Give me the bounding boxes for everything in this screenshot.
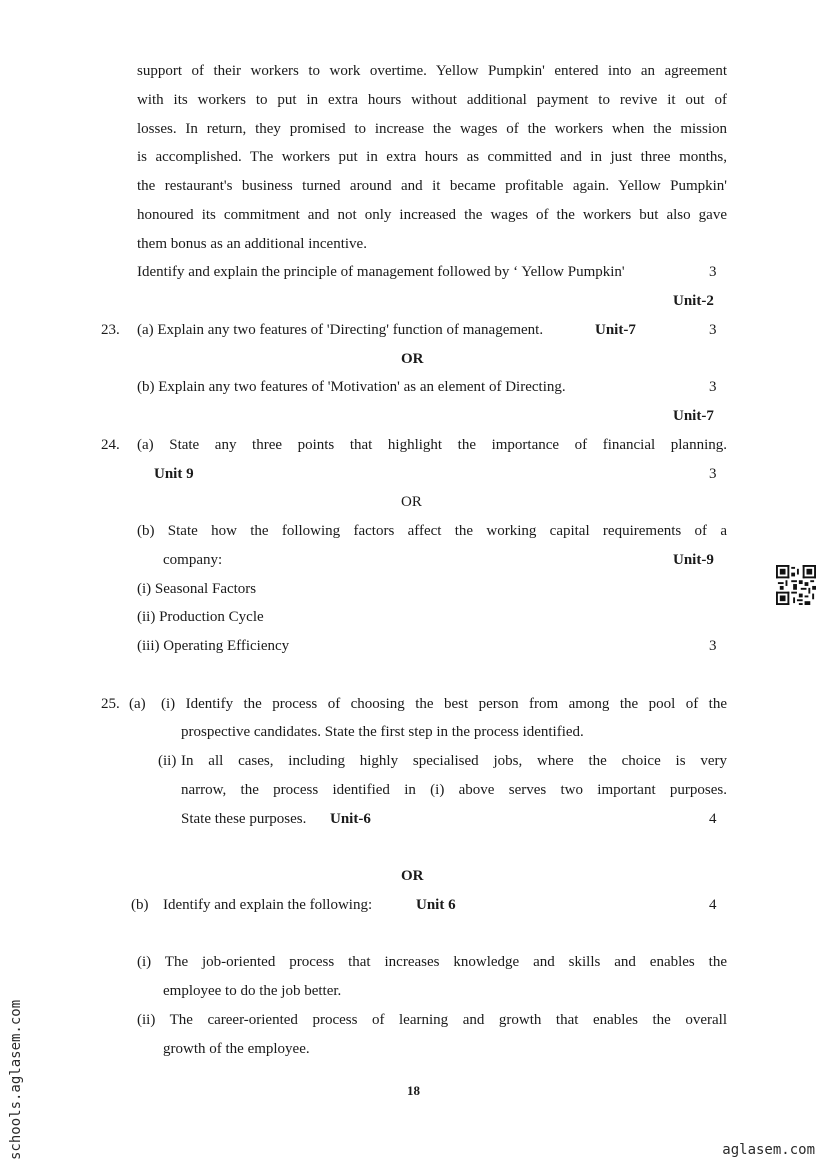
q25-b-unit: Unit 6 [416,897,456,913]
q23-a-marks: 3 [709,322,717,338]
q24-item: (i) Seasonal Factors [137,581,257,597]
page-number: 18 [407,1083,420,1098]
q24-number: 24. [101,437,120,453]
qr-code-icon [776,565,816,605]
q22-line-7: them bonus as an additional incentive. [137,236,367,252]
q23-b-unit: Unit-7 [673,408,714,424]
q24-item: (ii) Production Cycle [137,609,264,625]
q25-or: OR [401,868,424,884]
q24-a-unit: Unit 9 [154,466,194,482]
q24-b-unit: Unit-9 [673,552,714,568]
q24-item: (iii) Operating Efficiency [137,638,290,654]
q24-a-marks: 3 [709,466,717,482]
q22-line-1: support of their workers to work overtime. Yellow Pumpkin' entered into an agreement [137,63,727,79]
q25-b-ii-line-2: growth of the employee. [163,1041,310,1057]
q23-a-text: (a) Explain any two features of 'Directing' function of management. [137,322,544,338]
q23-number: 23. [101,322,120,338]
q24-b-text-2: company: [163,552,223,568]
q22-line-5: the restaurant's business turned around and it became profitable again. Yellow Pumpkin' [137,178,727,194]
q25-a-marks: 4 [709,811,717,827]
q25-b-label: (b) [131,897,149,913]
q25-a-i-line-2: prospective candidates. State the first step in the process identified. [181,724,584,740]
q23-b-text: (b) Explain any two features of 'Motivation' as an element of Directing. [137,379,566,395]
q25-b-i-line-1: (i) The job-oriented process that increases knowledge and skills and enables the [137,954,727,970]
q25-b-marks: 4 [709,897,717,913]
q25-number: 25. [101,696,120,712]
q22-line-3: losses. In return, they promised to increase the wages of the workers when the mission [137,121,727,137]
q23-or: OR [401,351,424,367]
q22-unit: Unit-2 [673,293,714,309]
q23-a-unit: Unit-7 [595,322,636,338]
q25-a-unit: Unit-6 [330,811,371,827]
q24-or: OR [401,494,422,510]
q25-b-text: Identify and explain the following: [163,897,373,913]
q25-a-ii-line-2: narrow, the process identified in (i) above serves two important purposes. [181,782,727,798]
bottom-watermark: aglasem.com [722,1142,815,1158]
q25-a-ii-line-3: State these purposes. [181,811,307,827]
q25-b-i-line-2: employee to do the job better. [163,983,342,999]
q23-b-marks: 3 [709,379,717,395]
q25-a-i-line-1: (i) Identify the process of choosing the best person from among the pool of the [161,696,727,712]
q25-a-label: (a) [129,696,146,712]
q25-a-ii-label: (ii) [158,753,177,769]
q24-b-marks: 3 [709,638,717,654]
side-watermark: schools.aglasem.com [8,999,24,1160]
q24-b-text: (b) State how the following factors affect the working capital requirements of a [137,523,727,539]
q25-b-ii-line-1: (ii) The career-oriented process of learning and growth that enables the overall [137,1012,727,1028]
q22-question: Identify and explain the principle of management followed by ‘ Yellow Pumpkin' [137,264,625,280]
q24-a-text: (a) State any three points that highlight the importance of financial planning. [137,437,727,453]
q22-marks: 3 [709,264,717,280]
q25-a-ii-line-1: In all cases, including highly specialised jobs, where the choice is very [181,753,727,769]
q22-line-2: with its workers to put in extra hours without additional payment to revive it out of [137,92,727,108]
q22-line-4: is accomplished. The workers put in extra hours as committed and in just three months, [137,149,727,165]
q22-line-6: honoured its commitment and not only increased the wages of the workers but also gave [137,207,727,223]
